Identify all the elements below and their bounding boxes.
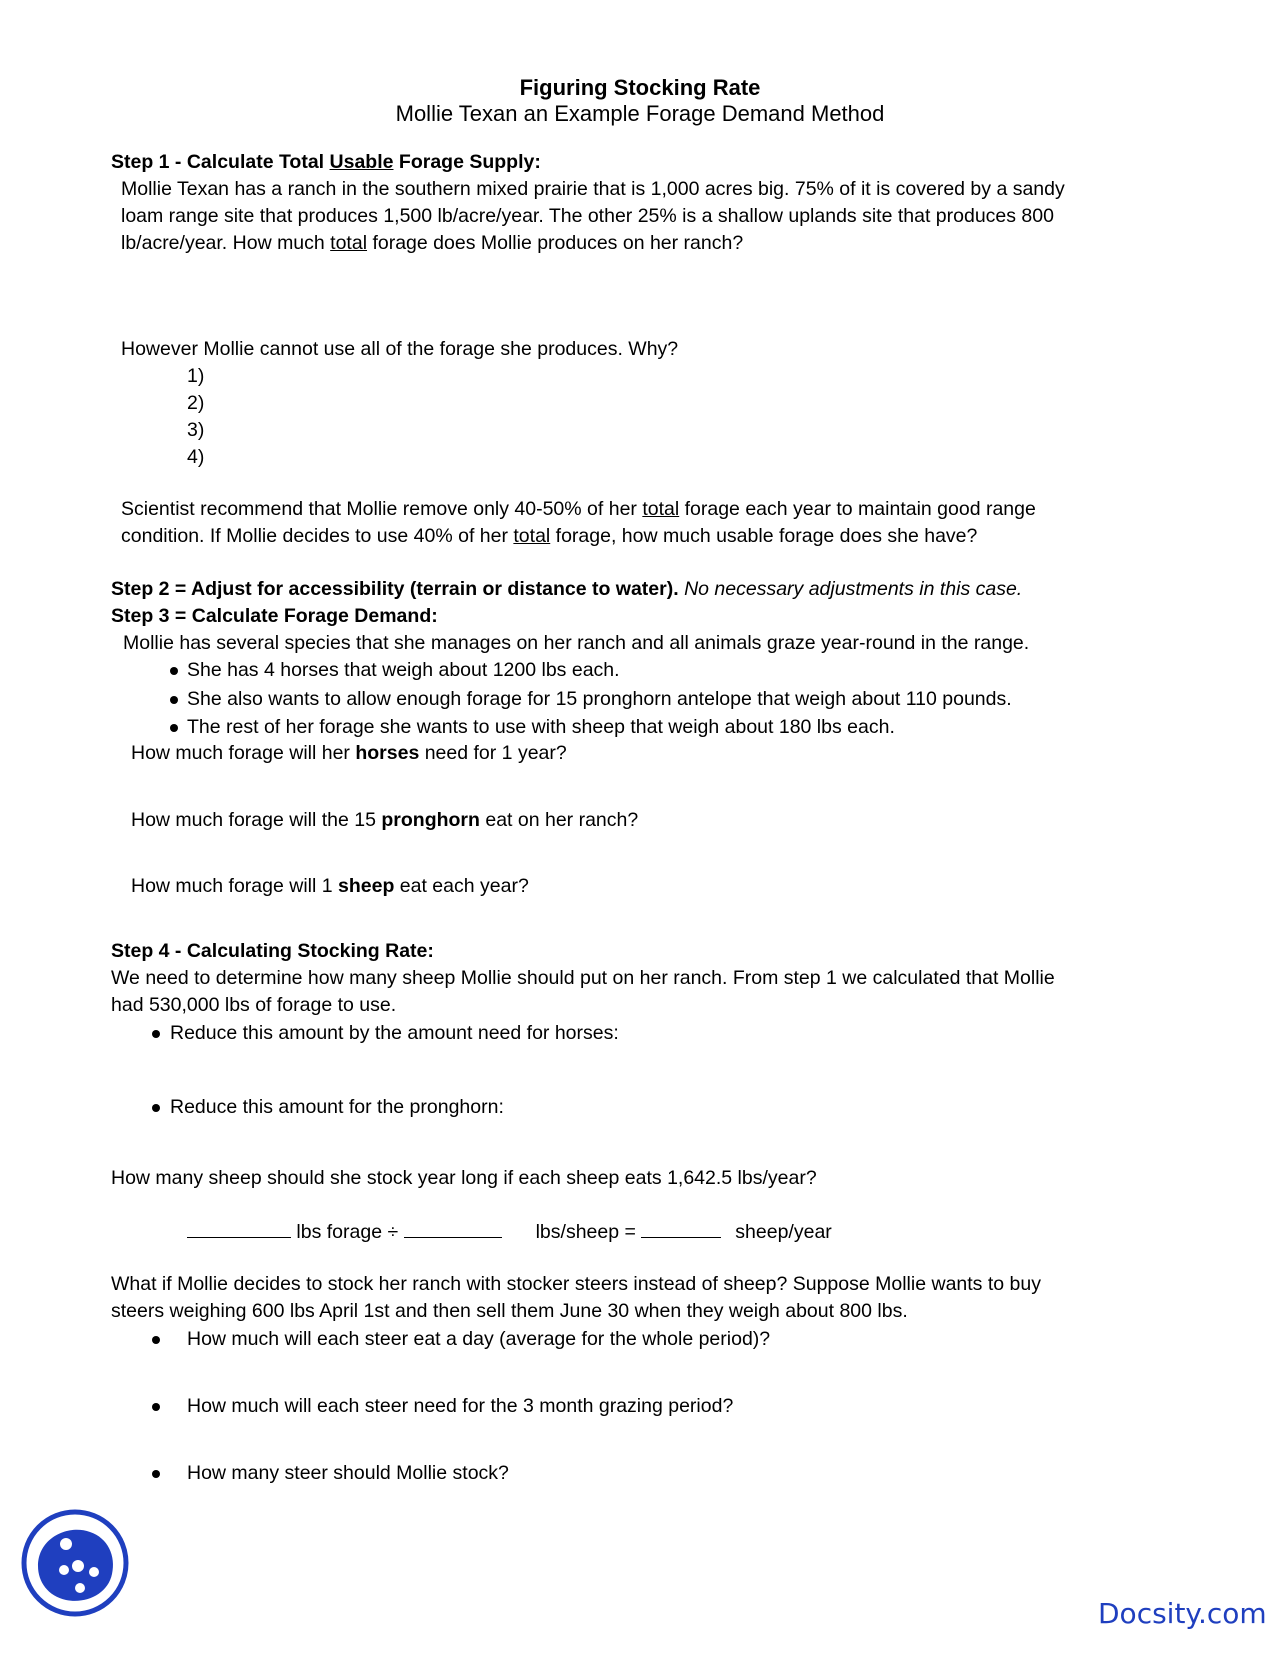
bullet-icon	[170, 724, 178, 732]
scientist-line-2: condition. If Mollie decides to use 40% of her total forage, how much usable forage does she have?	[121, 525, 978, 547]
list-item: Reduce this amount for the pronghorn:	[170, 1096, 504, 1118]
document-title: Figuring Stocking Rate	[519, 75, 761, 100]
list-item: 3)	[187, 419, 205, 441]
sheep-question: How much forage will 1 sheep eat each year?	[131, 875, 529, 897]
step1-paragraph-line-2: loam range site that produces 1,500 lb/acre/year. The other 25% is a shallow uplands site that produces 800	[121, 205, 1054, 227]
bullet-icon	[170, 696, 178, 704]
list-item: 1)	[187, 365, 205, 387]
step2-heading: Step 2 = Adjust for accessibility (terrain or distance to water). No necessary adjustments in this case.	[111, 578, 1023, 600]
list-item: How many steer should Mollie stock?	[187, 1462, 509, 1484]
document-subtitle: Mollie Texan an Example Forage Demand Method	[395, 101, 885, 126]
step3-intro: Mollie has several species that she manages on her ranch and all animals graze year-round in the range.	[123, 632, 1030, 654]
scientist-line-1: Scientist recommend that Mollie remove only 40-50% of her total forage each year to maintain good range	[121, 498, 1036, 520]
docsity-brand-link[interactable]: Docsity.com	[1098, 1597, 1267, 1630]
step1-heading: Step 1 - Calculate Total Usable Forage Supply:	[111, 151, 541, 173]
list-item: Reduce this amount by the amount need for horses:	[170, 1022, 619, 1044]
step3-heading: Step 3 = Calculate Forage Demand:	[111, 605, 438, 627]
list-item: How much will each steer eat a day (average for the whole period)?	[187, 1328, 771, 1350]
horses-question: How much forage will her horses need for 1 year?	[131, 742, 567, 764]
steer-paragraph-line-1: What if Mollie decides to stock her ranch with stocker steers instead of sheep? Suppose Mollie wants to buy	[111, 1273, 1041, 1295]
list-item: 2)	[187, 392, 205, 414]
list-item: 4)	[187, 446, 205, 468]
bullet-icon	[152, 1030, 160, 1038]
step1-paragraph-line-3: lb/acre/year. How much total forage does Mollie produces on her ranch?	[121, 232, 744, 254]
bullet-icon	[152, 1470, 160, 1478]
list-item: She has 4 horses that weigh about 1200 lbs each.	[187, 659, 620, 681]
bullet-icon	[152, 1104, 160, 1112]
steer-paragraph-line-2: steers weighing 600 lbs April 1st and then sell them June 30 when they weigh about 800 lbs.	[111, 1300, 908, 1322]
bullet-icon	[170, 667, 178, 675]
step1-paragraph-line-1: Mollie Texan has a ranch in the southern mixed prairie that is 1,000 acres big. 75% of it is covered by a sandy	[121, 178, 1065, 200]
blank-lbs-forage[interactable]	[187, 1219, 291, 1238]
sheep-stock-question: How many sheep should she stock year long if each sheep eats 1,642.5 lbs/year?	[111, 1167, 817, 1189]
blank-sheep-per-year[interactable]	[641, 1219, 721, 1238]
docsity-logo-icon[interactable]	[20, 1508, 130, 1618]
step4-heading: Step 4 - Calculating Stocking Rate:	[111, 940, 434, 962]
step4-paragraph-line-1: We need to determine how many sheep Mollie should put on her ranch. From step 1 we calculated that Mollie	[111, 967, 1055, 989]
bullet-icon	[152, 1403, 160, 1411]
list-item: The rest of her forage she wants to use with sheep that weigh about 180 lbs each.	[187, 716, 895, 738]
blank-lbs-per-sheep[interactable]	[404, 1219, 502, 1238]
list-item: How much will each steer need for the 3 month grazing period?	[187, 1395, 734, 1417]
bullet-icon	[152, 1336, 160, 1344]
stocking-equation: lbs forage ÷ lbs/sheep = sheep/year	[187, 1219, 832, 1244]
why-question: However Mollie cannot use all of the forage she produces. Why?	[121, 338, 679, 360]
step4-paragraph-line-2: had 530,000 lbs of forage to use.	[111, 994, 397, 1016]
pronghorn-question: How much forage will the 15 pronghorn eat on her ranch?	[131, 809, 639, 831]
list-item: She also wants to allow enough forage for 15 pronghorn antelope that weigh about 110 pounds.	[187, 688, 1012, 710]
